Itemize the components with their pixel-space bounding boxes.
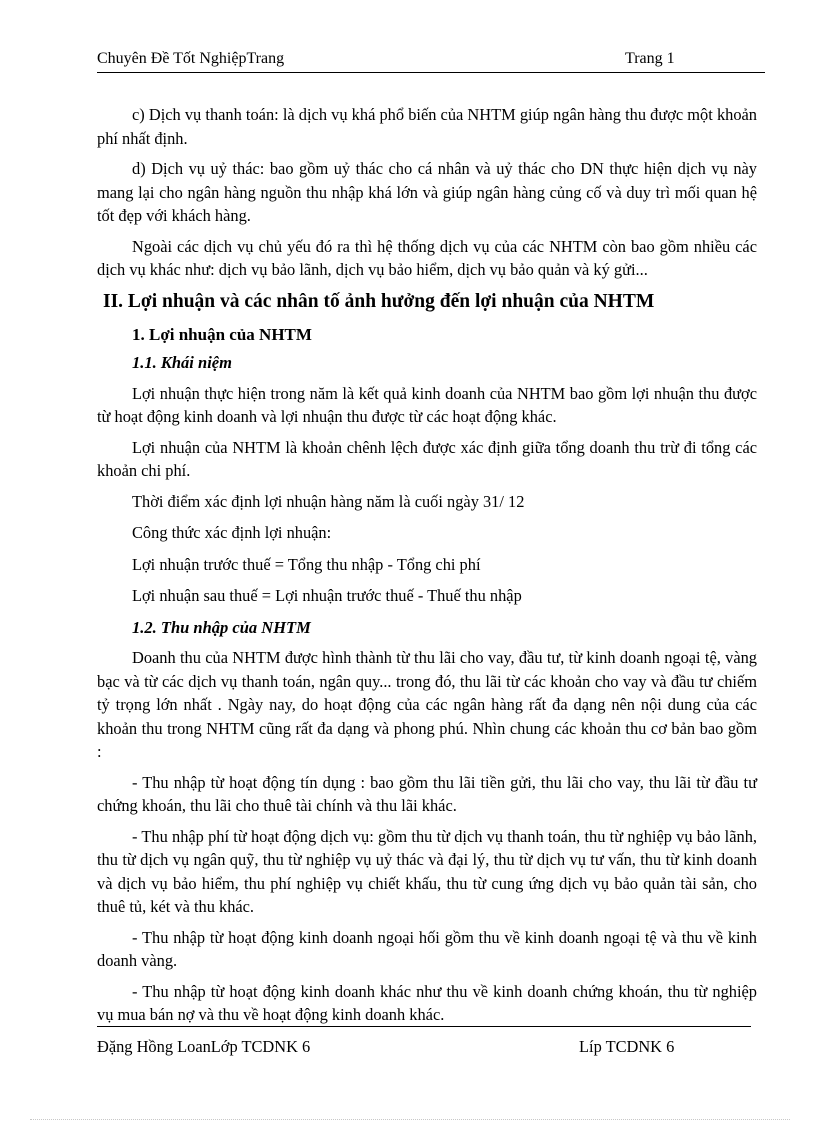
- line-formula-intro: Công thức xác định lợi nhuận:: [132, 523, 332, 542]
- footer-class: Líp TCDNK 6: [579, 1037, 675, 1056]
- paragraph-payment-service: c) Dịch vụ thanh toán: là dịch vụ khá phổ biến của NHTM giúp ngân hàng thu được một khoản phí nhất định.: [97, 105, 757, 148]
- document-body: [97, 103, 757, 1034]
- subsection-heading-profit: 1. Lợi nhuận của NHTM: [132, 324, 312, 344]
- header-page-number: Trang 1: [625, 50, 675, 67]
- line-formula-aftertax: Lợi nhuận sau thuế = Lợi nhuận trước thuế - Thuế thu nhập: [132, 586, 522, 605]
- footer-author: Đặng Hồng LoanLớp TCDNK 6: [97, 1037, 311, 1056]
- paragraph-other-business-income: - Thu nhập từ hoạt động kinh doanh khác như thu về kinh doanh chứng khoán, thu từ nghiệp vụ mua bán nợ và thu về hoạt động kinh doanh khác.: [97, 981, 757, 1024]
- line-formula-pretax: Lợi nhuận trước thuế = Tổng thu nhập - Tổng chi phí: [132, 554, 481, 574]
- header-title: Chuyên Đề Tốt NghiệpTrang: [97, 50, 285, 67]
- paragraph-service-fee-income: - Thu nhập phí từ hoạt động dịch vụ: gồm thu từ dịch vụ thanh toán, thu từ nghiệp vụ bảo lãnh, thu từ dịch vụ ngân quỹ, thu từ nghiệp vụ uỷ thác và đại lý, thu từ dịch vụ tư vấn, thu từ kinh doanh và dịch vụ bảo hiểm, thu phí nghiệp vụ chiết khấu, thu từ cung ứng dịch vụ bảo quản tài sản, cho thuê tủ, két và thu khác.: [97, 826, 757, 916]
- page-bottom-edge: [30, 1119, 790, 1120]
- paragraph-credit-income: - Thu nhập từ hoạt động tín dụng : bao gồm thu lãi tiền gửi, thu lãi cho vay, thu lãi từ đầu tư chứng khoán, thu lãi cho thuê tài chính và thu lãi khác.: [97, 772, 757, 815]
- subsubsection-heading-income: 1.2. Thu nhập của NHTM: [132, 617, 311, 637]
- page-header: [97, 50, 765, 73]
- section-heading: II. Lợi nhuận và các nhân tố ảnh hưởng đến lợi nhuận của NHTM: [103, 290, 655, 312]
- subsubsection-heading-concept: 1.1. Khái niệm: [132, 353, 232, 372]
- paragraph-revenue: Doanh thu của NHTM được hình thành từ thu lãi cho vay, đầu tư, từ kinh doanh ngoại tệ, vàng bạc và từ các dịch vụ thanh toán, ngân quy... trong đó, thu lãi từ các khoản cho vay và đầu tư chiếm tỷ trọng lớn nhất . Ngày nay, do hoạt động của các ngân hàng rất đa dạng nên nội dung của các khoản thu trong NHTM cũng rất đa dạng và phong phú. Nhìn chung các khoản thu cơ bản bao gồm :: [97, 648, 757, 761]
- footer-divider: [97, 1026, 751, 1027]
- paragraph-other-services: Ngoài các dịch vụ chủ yếu đó ra thì hệ thống dịch vụ của các NHTM còn bao gồm nhiều các dịch vụ khác như: dịch vụ bảo lãnh, dịch vụ bảo hiểm, dịch vụ bảo quản và ký gửi...: [97, 236, 757, 279]
- paragraph-trust-service: d) Dịch vụ uỷ thác: bao gồm uỷ thác cho cá nhân và uỷ thác cho DN thực hiện dịch vụ này mang lại cho ngân hàng nguồn thu nhập khá lớn và giúp ngân hàng củng cố và duy trì mối quan hệ tốt đẹp với khách hàng.: [97, 159, 757, 225]
- paragraph-forex-income: - Thu nhập từ hoạt động kinh doanh ngoại hối gồm thu về kinh doanh ngoại tệ và thu về kinh doanh vàng.: [97, 927, 757, 970]
- paragraph-profit-difference: Lợi nhuận của NHTM là khoản chênh lệch được xác định giữa tổng doanh thu trừ đi tổng các khoản chi phí.: [97, 437, 757, 480]
- paragraph-profit-definition: Lợi nhuận thực hiện trong năm là kết quả kinh doanh của NHTM bao gồm lợi nhuận thu được từ hoạt động kinh doanh và lợi nhuận thu được từ các hoạt động khác.: [97, 383, 757, 426]
- line-profit-date: Thời điểm xác định lợi nhuận hàng năm là cuối ngày 31/ 12: [132, 491, 525, 511]
